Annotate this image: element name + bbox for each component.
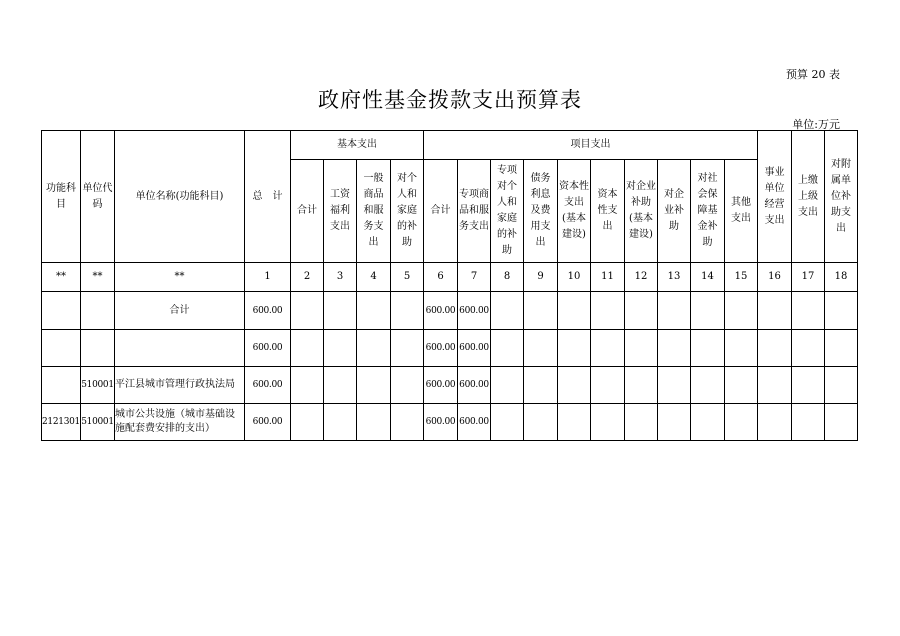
cell-proj-goods: 600.00 xyxy=(458,367,491,404)
index-cell: ** xyxy=(42,263,81,292)
index-cell: 17 xyxy=(792,263,825,292)
empty-cell xyxy=(625,404,658,441)
table-row xyxy=(42,330,858,367)
cell-proj-goods: 600.00 xyxy=(458,292,491,330)
header-basic-total: 合计 xyxy=(291,160,324,263)
index-cell: ** xyxy=(81,263,115,292)
empty-cell xyxy=(758,292,792,330)
header-affiliated: 对附属单位补助支出 xyxy=(825,131,858,263)
cell-code: 510001 xyxy=(81,404,115,441)
empty-cell xyxy=(357,404,391,441)
empty-cell xyxy=(491,330,524,367)
index-cell: 2 xyxy=(291,263,324,292)
index-cell: 18 xyxy=(825,263,858,292)
empty-cell xyxy=(658,367,691,404)
empty-cell xyxy=(558,292,591,330)
empty-cell xyxy=(524,292,558,330)
empty-cell xyxy=(391,367,424,404)
header-debt: 债务利息及费用支出 xyxy=(524,160,558,263)
index-cell: ** xyxy=(115,263,245,292)
empty-cell xyxy=(391,404,424,441)
table-row xyxy=(42,404,858,441)
cell-total: 600.00 xyxy=(245,367,291,404)
empty-cell xyxy=(792,330,825,367)
budget-table xyxy=(41,130,858,441)
empty-cell xyxy=(658,330,691,367)
empty-cell xyxy=(691,330,725,367)
header-wages: 工资福利支出 xyxy=(324,160,357,263)
empty-cell xyxy=(792,292,825,330)
index-cell: 7 xyxy=(458,263,491,292)
header-capital-base: 资本性支出(基本建设) xyxy=(558,160,591,263)
empty-cell xyxy=(291,292,324,330)
empty-cell xyxy=(324,330,357,367)
empty-cell xyxy=(291,404,324,441)
empty-cell xyxy=(524,404,558,441)
header-family: 对个人和家庭的补助 xyxy=(391,160,424,263)
index-cell: 10 xyxy=(558,263,591,292)
empty-cell xyxy=(524,367,558,404)
empty-cell xyxy=(491,292,524,330)
cell-total: 600.00 xyxy=(245,404,291,441)
empty-cell xyxy=(391,330,424,367)
empty-cell xyxy=(357,330,391,367)
header-ent-sub-base: 对企业补助(基本建设) xyxy=(625,160,658,263)
cell-name xyxy=(115,330,245,367)
empty-cell xyxy=(691,367,725,404)
cell-proj-goods: 600.00 xyxy=(458,330,491,367)
empty-cell xyxy=(758,330,792,367)
unit-label: 单位:万元 xyxy=(792,118,840,131)
empty-cell xyxy=(324,292,357,330)
cell-proj-total: 600.00 xyxy=(424,367,458,404)
empty-cell xyxy=(825,292,858,330)
index-cell: 15 xyxy=(725,263,758,292)
empty-cell xyxy=(725,330,758,367)
empty-cell xyxy=(591,404,625,441)
cell-proj-total: 600.00 xyxy=(424,404,458,441)
empty-cell xyxy=(558,404,591,441)
header-basic: 基本支出 xyxy=(291,131,424,160)
empty-cell xyxy=(324,367,357,404)
header-goods: 一般商品和服务支出 xyxy=(357,160,391,263)
index-cell: 4 xyxy=(357,263,391,292)
form-number: 预算 20 表 xyxy=(786,68,840,81)
empty-cell xyxy=(758,367,792,404)
cell-code xyxy=(81,330,115,367)
cell-code: 510001 xyxy=(81,367,115,404)
empty-cell xyxy=(291,367,324,404)
header-total: 总 计 xyxy=(245,131,291,263)
empty-cell xyxy=(357,367,391,404)
index-cell: 1 xyxy=(245,263,291,292)
empty-cell xyxy=(725,367,758,404)
header-capital: 资本性支出 xyxy=(591,160,625,263)
header-unit-name: 单位名称(功能科目) xyxy=(115,131,245,263)
empty-cell xyxy=(725,292,758,330)
empty-cell xyxy=(625,330,658,367)
empty-cell xyxy=(324,404,357,441)
empty-cell xyxy=(825,404,858,441)
index-cell: 14 xyxy=(691,263,725,292)
cell-total: 600.00 xyxy=(245,330,291,367)
index-cell: 12 xyxy=(625,263,658,292)
index-cell: 6 xyxy=(424,263,458,292)
table-row xyxy=(42,292,858,330)
empty-cell xyxy=(658,404,691,441)
page-title: 政府性基金拨款支出预算表 xyxy=(318,88,582,112)
empty-cell xyxy=(524,330,558,367)
empty-cell xyxy=(625,367,658,404)
empty-cell xyxy=(591,367,625,404)
cell-func xyxy=(42,330,81,367)
cell-name: 城市公共设施（城市基础设施配套费安排的支出） xyxy=(115,404,245,441)
empty-cell xyxy=(792,404,825,441)
index-cell: 5 xyxy=(391,263,424,292)
empty-cell xyxy=(491,367,524,404)
header-project-total: 合计 xyxy=(424,160,458,263)
header-other: 其他支出 xyxy=(725,160,758,263)
header-unit-code: 单位代码 xyxy=(81,131,115,263)
header-project: 项目支出 xyxy=(424,131,758,160)
empty-cell xyxy=(825,330,858,367)
header-special-family: 专项对个人和家庭的补助 xyxy=(491,160,524,263)
cell-code xyxy=(81,292,115,330)
header-func-code: 功能科目 xyxy=(42,131,81,263)
header-upper: 上缴上级支出 xyxy=(792,131,825,263)
index-cell: 3 xyxy=(324,263,357,292)
empty-cell xyxy=(658,292,691,330)
empty-cell xyxy=(591,292,625,330)
index-cell: 9 xyxy=(524,263,558,292)
table-row xyxy=(42,367,858,404)
cell-func xyxy=(42,292,81,330)
empty-cell xyxy=(691,292,725,330)
cell-total: 600.00 xyxy=(245,292,291,330)
index-cell: 13 xyxy=(658,263,691,292)
empty-cell xyxy=(357,292,391,330)
cell-name: 平江县城市管理行政执法局 xyxy=(115,367,245,404)
header-social: 对社会保障基金补助 xyxy=(691,160,725,263)
index-cell: 16 xyxy=(758,263,792,292)
empty-cell xyxy=(558,367,591,404)
data-rows xyxy=(42,292,858,441)
empty-cell xyxy=(691,404,725,441)
empty-cell xyxy=(558,330,591,367)
empty-cell xyxy=(625,292,658,330)
cell-proj-total: 600.00 xyxy=(424,330,458,367)
empty-cell xyxy=(391,292,424,330)
empty-cell xyxy=(291,330,324,367)
cell-proj-total: 600.00 xyxy=(424,292,458,330)
header-special-goods: 专项商品和服务支出 xyxy=(458,160,491,263)
empty-cell xyxy=(758,404,792,441)
empty-cell xyxy=(491,404,524,441)
cell-proj-goods: 600.00 xyxy=(458,404,491,441)
cell-func xyxy=(42,367,81,404)
header-ent-sub: 对企业补助 xyxy=(658,160,691,263)
empty-cell xyxy=(591,330,625,367)
index-cell: 11 xyxy=(591,263,625,292)
empty-cell xyxy=(725,404,758,441)
index-cell: 8 xyxy=(491,263,524,292)
index-row xyxy=(42,263,858,292)
empty-cell xyxy=(792,367,825,404)
header-business: 事业单位经营支出 xyxy=(758,131,792,263)
empty-cell xyxy=(825,367,858,404)
cell-func: 2121301 xyxy=(42,404,81,441)
cell-name: 合计 xyxy=(115,292,245,330)
